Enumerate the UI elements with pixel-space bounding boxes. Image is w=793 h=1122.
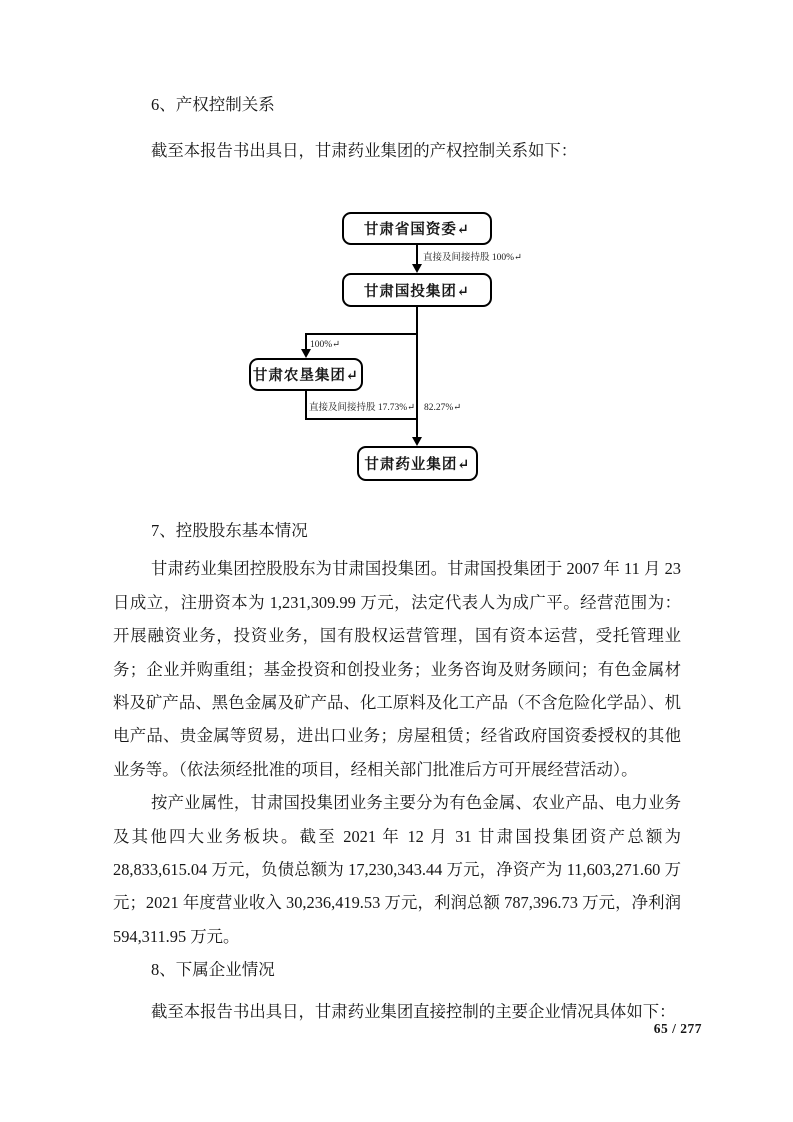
- section-7-paragraph-1: 甘肃药业集团控股股东为甘肃国投集团。甘肃国投集团于 2007 年 11 月 23 日成立，注册资本为 1,231,309.99 万元，法定代表人为成广平。经营范围为：开展融资业务，投资业务，国有股权运营管理，国有资本运营，受托管理业务；企业并购重组；基金投资和创投业务；业务咨询及财务顾问；有色金属材料及矿产品、黑色金属及矿产品、化工原料及化工产品（不含危险化学品）、机电产品、贵金属等贸易，进出口业务；房屋租赁；经省政府国资委授权的其他业务等。（依法须经批准的项目，经相关部门批准后方可开展经营活动）。: [113, 559, 681, 779]
- node-gansu-sasac: [342, 212, 492, 245]
- section-7-heading: 7、控股股东基本情况: [151, 521, 308, 541]
- edge-label-sasac-to-guotou: 直接及间接持股 100%↵: [423, 253, 522, 264]
- node-gansu-sasac-label: 甘肃省国资委↵: [363, 222, 471, 239]
- arrow-down-icon: [412, 437, 422, 446]
- document-body: [113, 88, 681, 1029]
- section-6-heading: 6、产权控制关系: [151, 95, 275, 114]
- connector-line: [305, 391, 307, 420]
- connector-line: [416, 245, 418, 266]
- edge-label-nongken-to-yaoye: 直接及间接持股 17.73%↵: [309, 403, 416, 414]
- node-gansu-guotou-group: [342, 273, 492, 307]
- edge-label-guotou-to-yaoye: 82.27%↵: [424, 403, 462, 414]
- connector-line: [305, 418, 418, 420]
- page-number: 65 / 277: [653, 1021, 702, 1036]
- section-7-paragraph-2: 按产业属性，甘肃国投集团业务主要分为有色金属、农业产品、电力业务及其他四大业务板块。截至 2021 年 12 月 31 甘肃国投集团资产总额为 28,833,615.04 万元，负债总额为 17,230,343.44 万元，净资产为 11,603,271.60 万元；2021 年度营业收入 30,236,419.53 万元，利润总额 787,396.73 万元，净利润 594,311.95 万元。: [113, 793, 681, 946]
- node-gansu-pharma-group: [357, 446, 478, 481]
- node-gansu-pharma-group-label: 甘肃药业集团↵: [364, 457, 471, 474]
- equity-control-diagram: [200, 205, 530, 495]
- node-gansu-guotou-group-label: 甘肃国投集团↵: [363, 283, 471, 300]
- section-8-intro-paragraph: 截至本报告书出具日，甘肃药业集团直接控制的主要企业情况具体如下：: [151, 1002, 676, 1022]
- node-gansu-nongken-group: [249, 358, 363, 391]
- section-8-heading: 8、下属企业情况: [151, 960, 275, 980]
- connector-line: [305, 333, 418, 335]
- arrow-down-icon: [412, 264, 422, 273]
- section-6-intro-paragraph: 截至本报告书出具日，甘肃药业集团的产权控制关系如下：: [151, 141, 578, 160]
- edge-label-guotou-to-nongken: 100%↵: [310, 340, 341, 351]
- node-gansu-nongken-group-label: 甘肃农垦集团↵: [252, 368, 360, 385]
